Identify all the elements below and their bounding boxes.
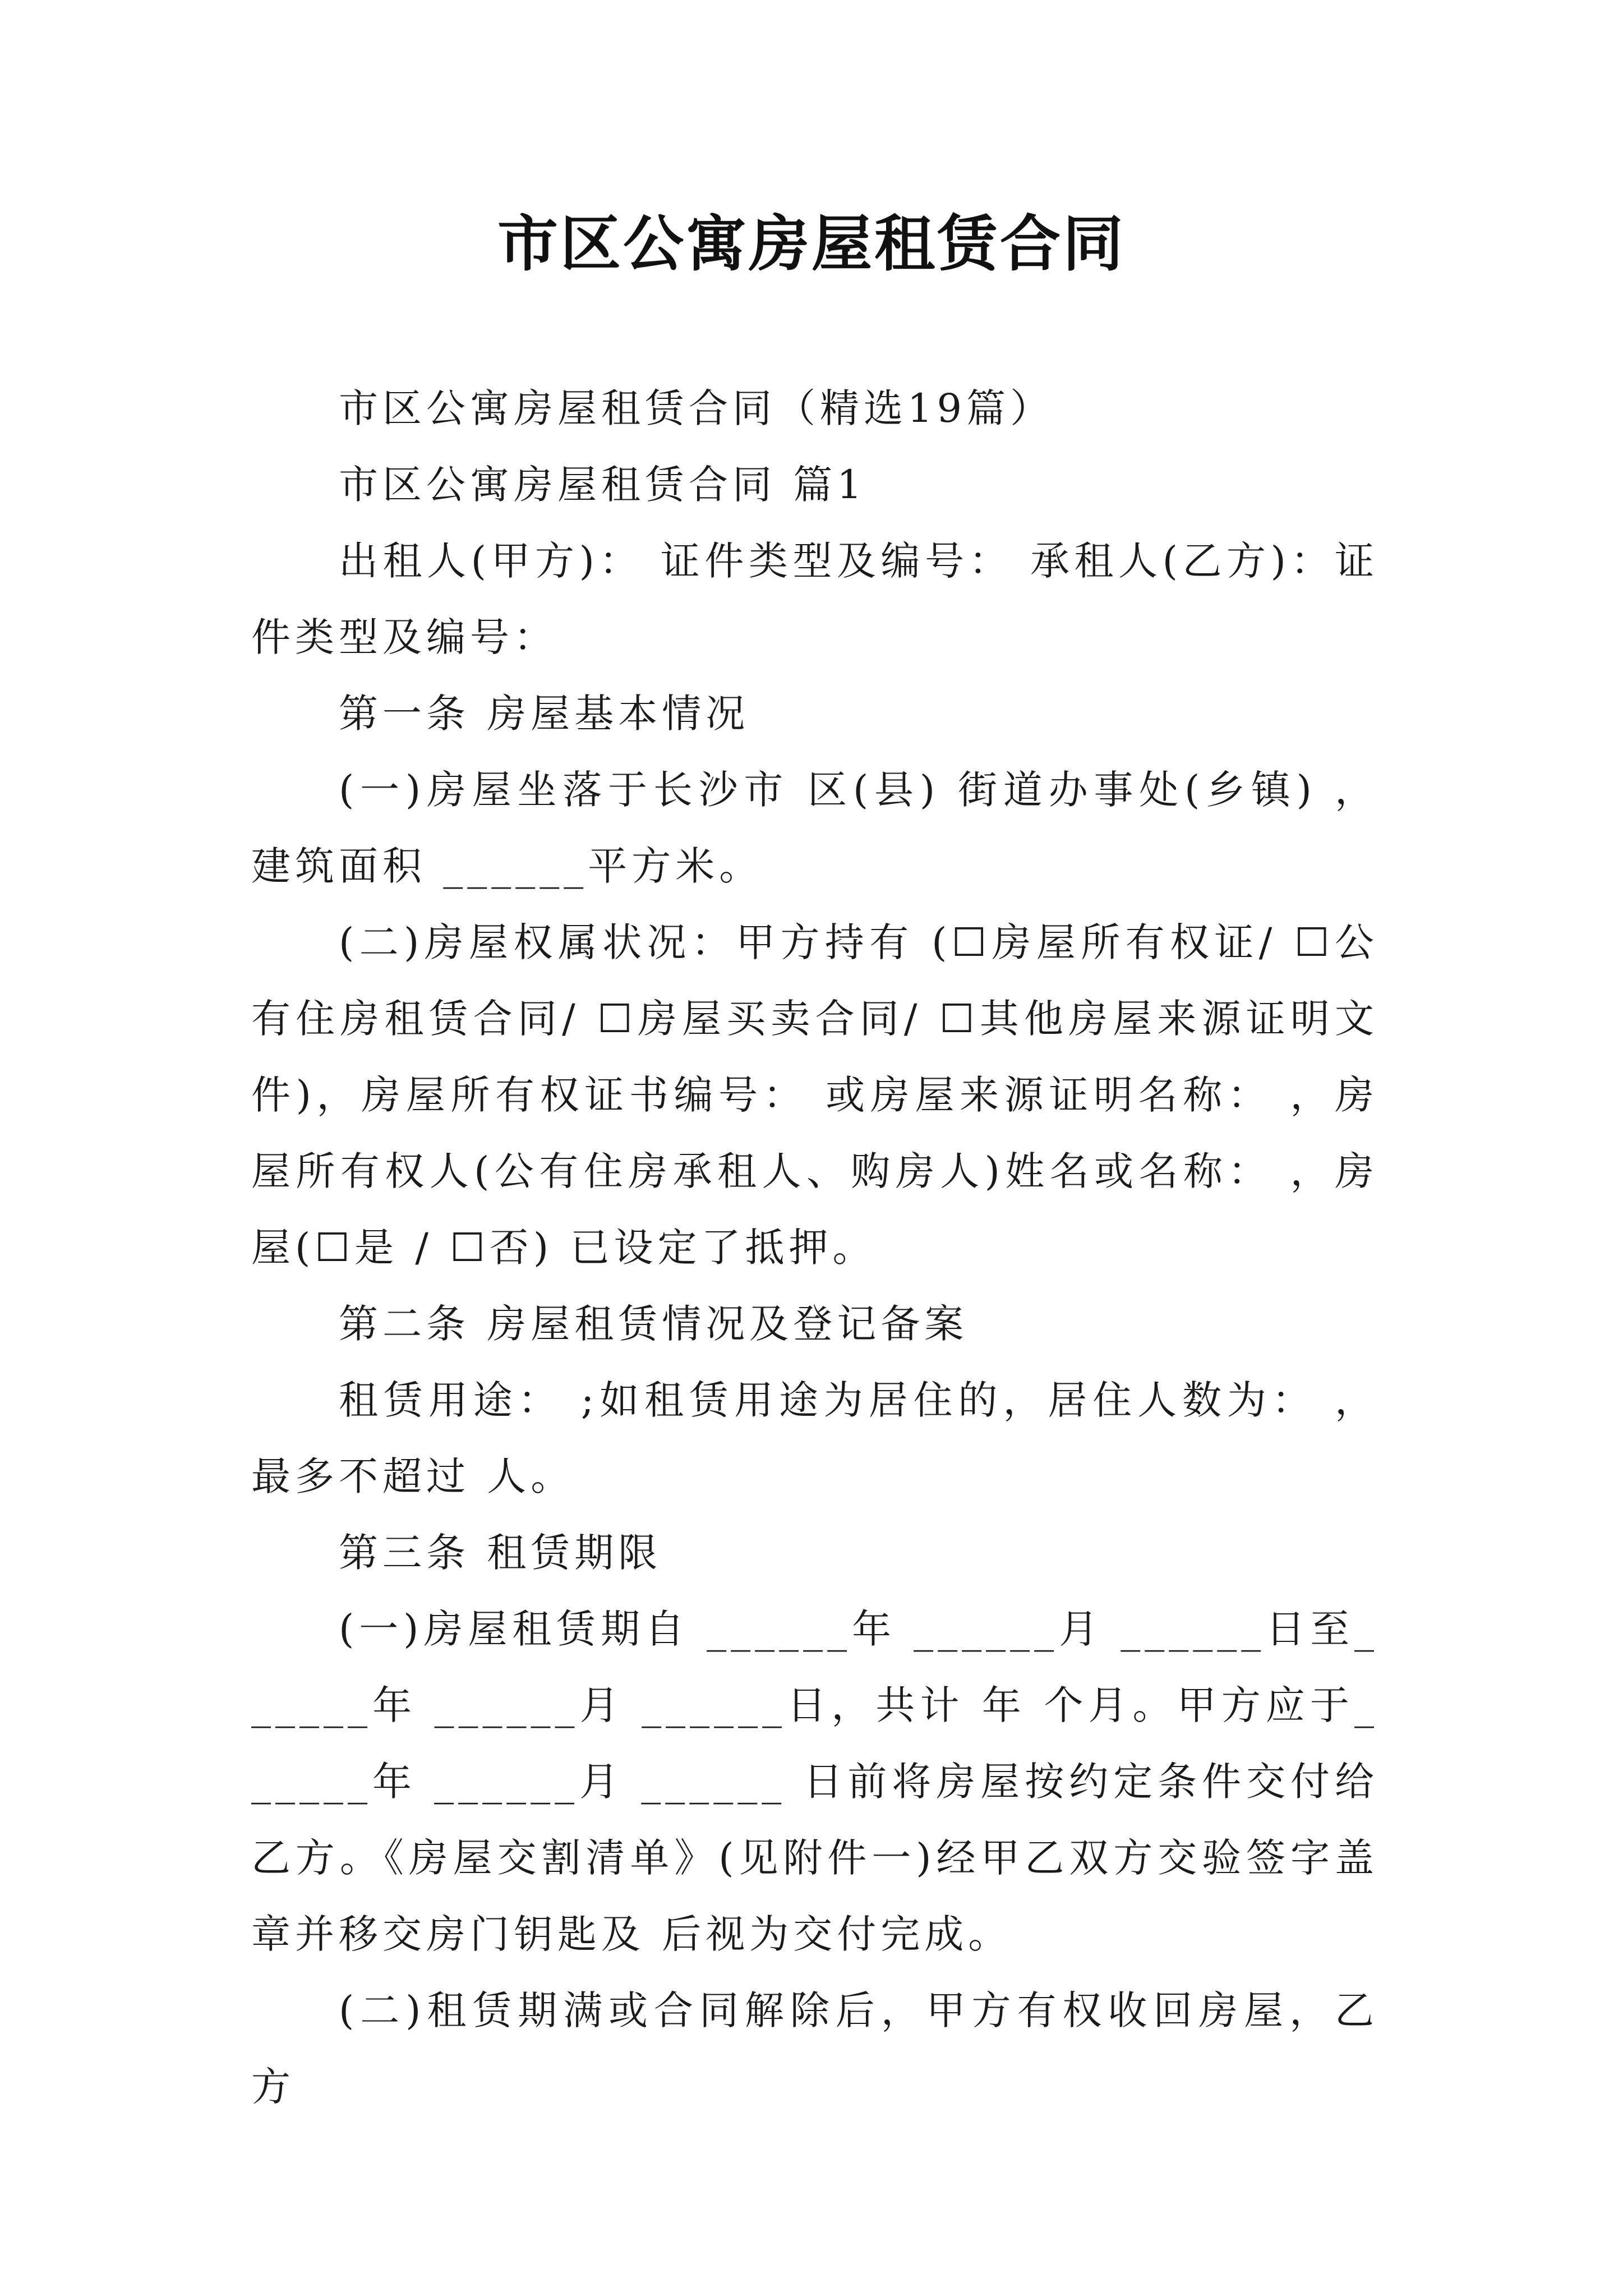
- paragraph-article-heading: 市区公寓房屋租赁合同 篇1: [339, 462, 866, 508]
- paragraph-lease-term: (一)房屋租赁期自 ______年 ______月 ______日至______年 ______月 ______日，共计 年 个月。甲方应于______年 ______月 ______ 日前将房屋按约定条件交付给乙方。《房屋交割清单》(见附件一)经甲乙双方交验签字盖章并移交房门钥匙及 后视为交付完成。: [251, 1606, 1378, 1957]
- paragraph-parties: 出租人(甲方)： 证件类型及编号： 承租人(乙方)：证件类型及编号：: [251, 538, 1378, 660]
- paragraph-ownership: (二)房屋权属状况：甲方持有 (☐房屋所有权证/ ☐公有住房租赁合同/ ☐房屋买卖合同/ ☐其他房屋来源证明文件)，房屋所有权证书编号： 或房屋来源证明名称： ，房屋所有权人(公有住房承租人、购房人)姓名或名称： ，房屋(☐是 / ☐否) 已设定了抵押。: [251, 919, 1378, 1271]
- section-heading-1: 第一条 房屋基本情况: [339, 691, 750, 737]
- section-heading-2: 第二条 房屋租赁情况及登记备案: [339, 1301, 969, 1347]
- paragraph-collection-title: 市区公寓房屋租赁合同（精选19篇）: [339, 385, 1054, 431]
- paragraph-lease-use: 租赁用途： ;如租赁用途为居住的，居住人数为： ，最多不超过 人。: [251, 1377, 1378, 1499]
- document-title: 市区公寓房屋租赁合同: [497, 209, 1126, 279]
- paragraph-property-location: (一)房屋坐落于长沙市 区(县) 街道办事处(乡镇) ，建筑面积 ______平方米。: [251, 767, 1378, 889]
- paragraph-lease-end: (二)租赁期满或合同解除后，甲方有权收回房屋，乙方: [251, 1987, 1378, 2110]
- section-heading-3: 第三条 租赁期限: [339, 1530, 662, 1576]
- document-body: [251, 370, 1378, 2125]
